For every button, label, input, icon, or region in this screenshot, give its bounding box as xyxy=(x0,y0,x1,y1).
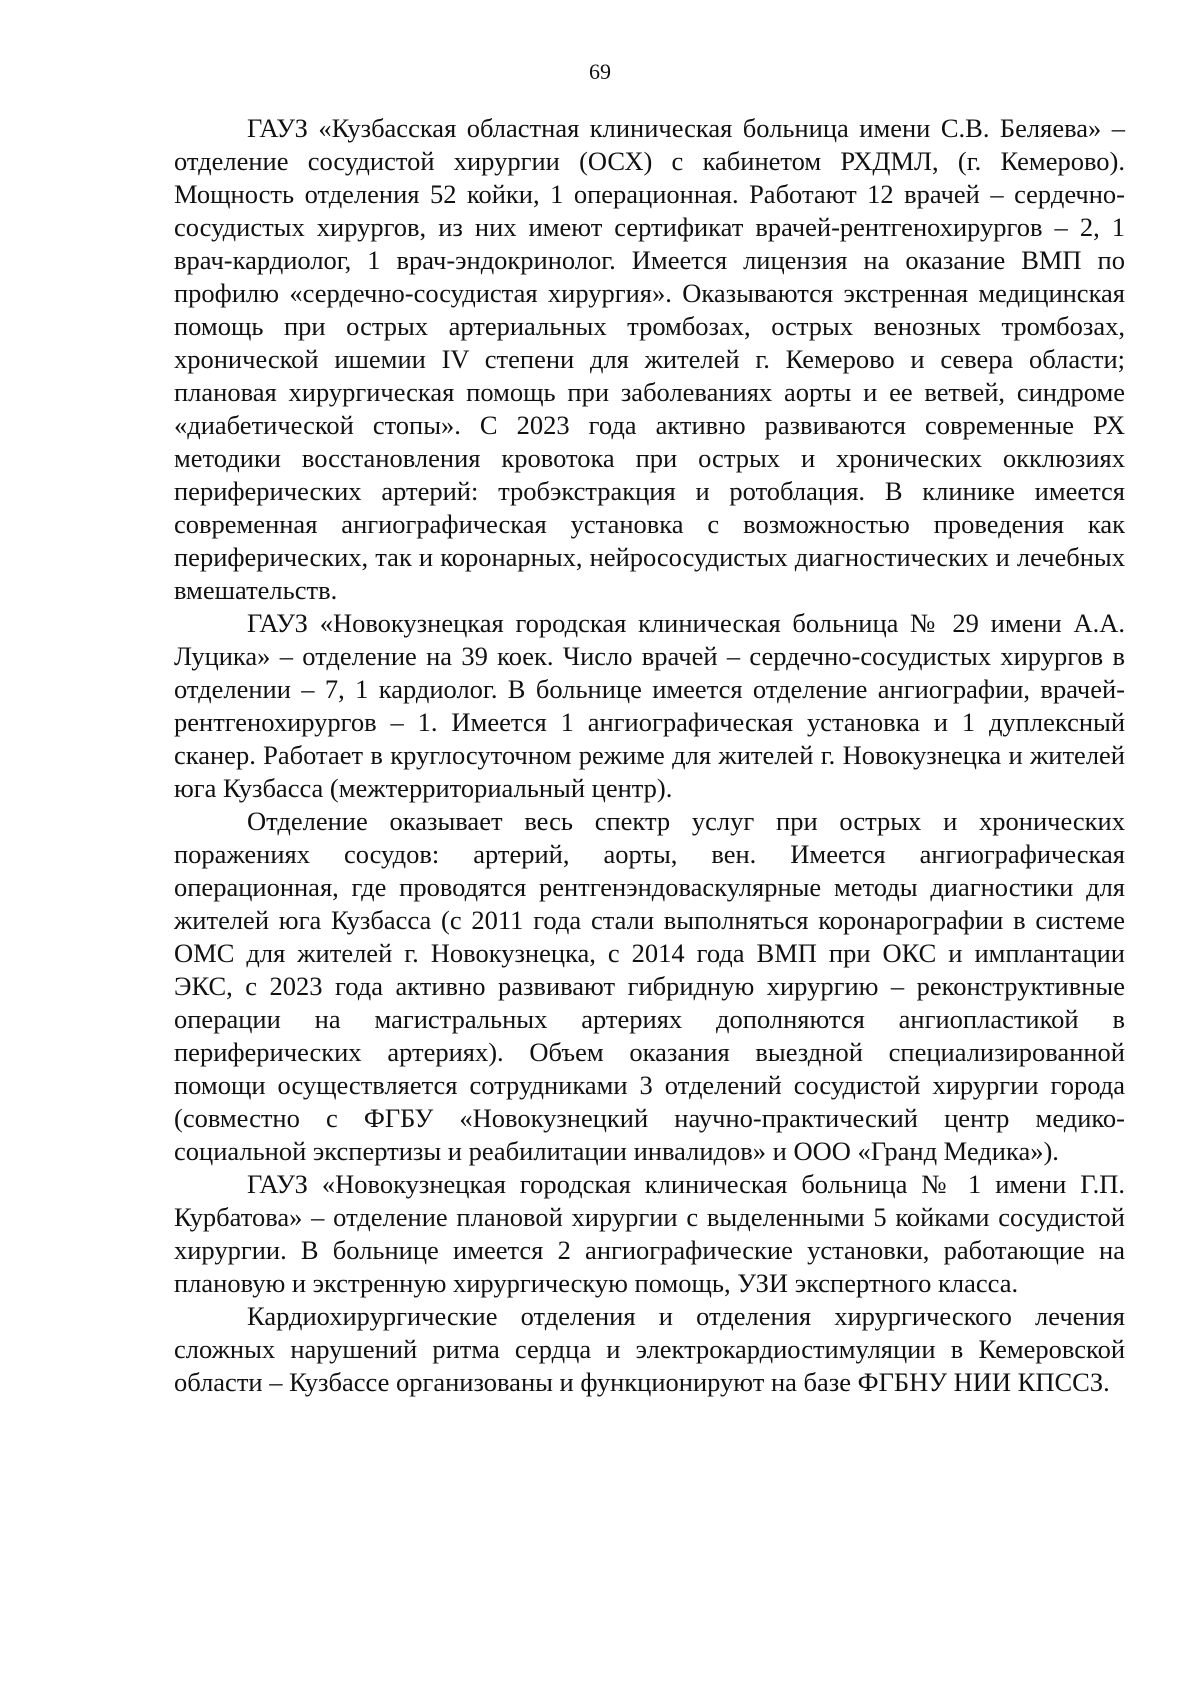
paragraph-kuzbass-regional-hospital: ГАУЗ «Кузбасская областная клиническая больница имени С.В. Беляева» – отделение сосудистой хирургии (ОСХ) с кабинетом РХДМЛ, (г. Кемерово). Мощность отделения 52 койки, 1 операционная. Работают 12 врачей – сердечно-сосудистых хирургов, из них имеют сертификат врачей-рентгенохирургов – 2, 1 врач-кардиолог, 1 врач-эндокринолог. Имеется лицензия на оказание ВМП по профилю «сердечно-сосудистая хирургия». Оказываются экстренная медицинская помощь при острых артериальных тромбозах, острых венозных тромбозах, хронической ишемии IV степени для жителей г. Кемерово и севера области; плановая хирургическая помощь при заболеваниях аорты и ее ветвей, синдроме «диабетической стопы». С 2023 года активно развиваются современные РХ методики восстановления кровотока при острых и хронических окклюзиях периферических артерий: тробэкстракция и ротоблация. В клинике имеется современная ангиографическая установка с возможностью проведения как периферических, так и коронарных, нейрососудистых диагностических и лечебных вмешательств. xyxy=(174,113,1125,605)
paragraph-department-services: Отделение оказывает весь спектр услуг при острых и хронических поражениях сосудов: артерий, аорты, вен. Имеется ангиографическая операционная, где проводятся рентгенэндоваскулярные методы диагностики для жителей юга Кузбасса (с 2011 года стали выполняться коронарографии в системе ОМС для жителей г. Новокузнецка, с 2014 года ВМП при ОКС и имплантации ЭКС, с 2023 года активно развивают гибридную хирургию – реконструктивные операции на магистральных артериях дополняются ангиопластикой в периферических артериях). Объем оказания выездной специализированной помощи осуществляется сотрудниками 3 отделений сосудистой хирургии города (совместно с ФГБУ «Новокузнецкий научно-практический центр медико-социальной экспертизы и реабилитации инвалидов» и ООО «Гранд Медика»). xyxy=(174,806,1125,1166)
page-number: 69 xyxy=(589,59,611,84)
document-body xyxy=(174,112,1125,1399)
paragraph-novokuznetsk-hospital-1: ГАУЗ «Новокузнецкая городская клиническая больница № 1 имени Г.П. Курбатова» – отделение плановой хирургии с выделенными 5 койками сосудистой хирургии. В больнице имеется 2 ангиографические установки, работающие на плановую и экстренную хирургическую помощь, УЗИ экспертного класса. xyxy=(174,1169,1125,1298)
paragraph-cardiosurgery-departments: Кардиохирургические отделения и отделения хирургического лечения сложных нарушений ритма сердца и электрокардиостимуляции в Кемеровской области – Кузбассе организованы и функционируют на базе ФГБНУ НИИ КПССЗ. xyxy=(174,1301,1125,1397)
paragraph-novokuznetsk-hospital-29: ГАУЗ «Новокузнецкая городская клиническая больница № 29 имени А.А. Луцика» – отделение на 39 коек. Число врачей – сердечно-сосудистых хирургов в отделении – 7, 1 кардиолог. В больнице имеется отделение ангиографии, врачей-рентгенохирургов – 1. Имеется 1 ангиографическая установка и 1 дуплексный сканер. Работает в круглосуточном режиме для жителей г. Новокузнецка и жителей юга Кузбасса (межтерриториальный центр). xyxy=(174,608,1125,803)
